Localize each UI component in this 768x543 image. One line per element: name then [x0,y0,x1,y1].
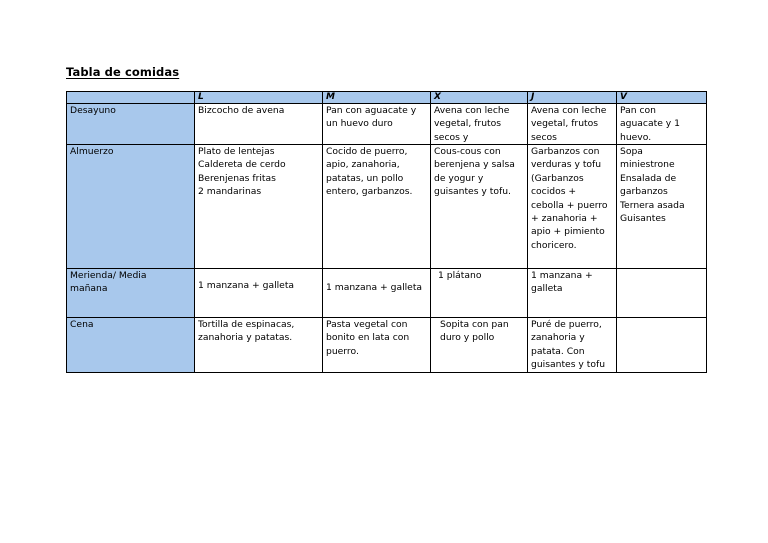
cell-cena-l [195,318,323,373]
row-label-text: Merienda/ Media mañana [70,270,147,295]
table-row-desayuno [67,104,707,145]
cell-almuerzo-x [431,145,528,269]
cell-almuerzo-j [528,145,617,269]
row-label-merienda [67,269,195,318]
row-label-text: Cena [70,319,94,330]
cell-text: Cocido de puerro, apio, zanahoria, patatas, un pollo entero, garbanzos. [326,146,413,198]
cell-merienda-l [195,269,323,318]
cell-desayuno-j [528,104,617,145]
cell-cena-j [528,318,617,373]
cell-text: Plato de lentejas Caldereta de cerdo Berenjenas fritas 2 mandarinas [198,146,286,198]
table-row-cena [67,318,707,373]
header-corner-cell [67,92,195,104]
cell-merienda-x [431,269,528,318]
cell-desayuno-x [431,104,528,145]
cell-text: Pan con aguacate y 1 huevo. [620,105,680,143]
cell-text: Garbanzos con verduras y tofu (Garbanzos cocidos + cebolla + puerro + zanahoria + apio + pimiento choricero. [531,146,608,251]
cell-text: Pasta vegetal con bonito en lata con puerro. [326,319,410,357]
cell-text [620,318,703,372]
cell-merienda-v [617,269,707,318]
table-row-merienda [67,269,707,318]
meals-table [66,91,707,373]
cell-text: 1 plátano [438,270,482,281]
cell-almuerzo-v [617,145,707,269]
cell-text: Sopita con pan duro y pollo [440,319,509,344]
header-day-monday: L [195,92,323,104]
cell-cena-m [323,318,431,373]
cell-cena-v [617,318,707,373]
cell-text: Sopa miniestrone Ensalada de garbanzos Ternera asada Guisantes [620,146,685,225]
cell-text: Cous-cous con berenjena y salsa de yogur y guisantes y tofu. [434,146,515,198]
cell-text: 1 manzana + galleta [198,280,295,291]
cell-text: Bizcocho de avena [198,105,285,116]
cell-text: Puré de puerro, zanahoria y patata. Con guisantes y tofu [531,319,606,371]
cell-desayuno-m [323,104,431,145]
cell-merienda-j [528,269,617,318]
table-header-row [67,92,707,104]
cell-text: Avena con leche vegetal, frutos secos [531,105,607,143]
header-day-friday: V [617,92,707,104]
header-day-tuesday: M [323,92,431,104]
row-label-text: Almuerzo [70,146,114,157]
cell-text: 1 manzana + galleta [326,282,423,293]
cell-text: Tortilla de espinacas, zanahoria y patatas. [198,319,295,344]
row-label-desayuno [67,104,195,145]
row-label-text: Desayuno [70,105,116,116]
page-title: Tabla de comidas [66,65,180,79]
row-label-almuerzo [67,145,195,269]
cell-text: Avena con leche vegetal, frutos secos y [434,105,510,143]
cell-cena-x [431,318,528,373]
cell-text: 1 manzana + galleta [531,270,593,295]
cell-merienda-m [323,269,431,318]
table-row-almuerzo [67,145,707,269]
header-day-wednesday: X [431,92,528,104]
cell-almuerzo-l [195,145,323,269]
row-label-cena [67,318,195,373]
cell-text: Pan con aguacate y un huevo duro [326,105,417,130]
cell-desayuno-v [617,104,707,145]
cell-almuerzo-m [323,145,431,269]
cell-desayuno-l [195,104,323,145]
header-day-thursday: J [528,92,617,104]
